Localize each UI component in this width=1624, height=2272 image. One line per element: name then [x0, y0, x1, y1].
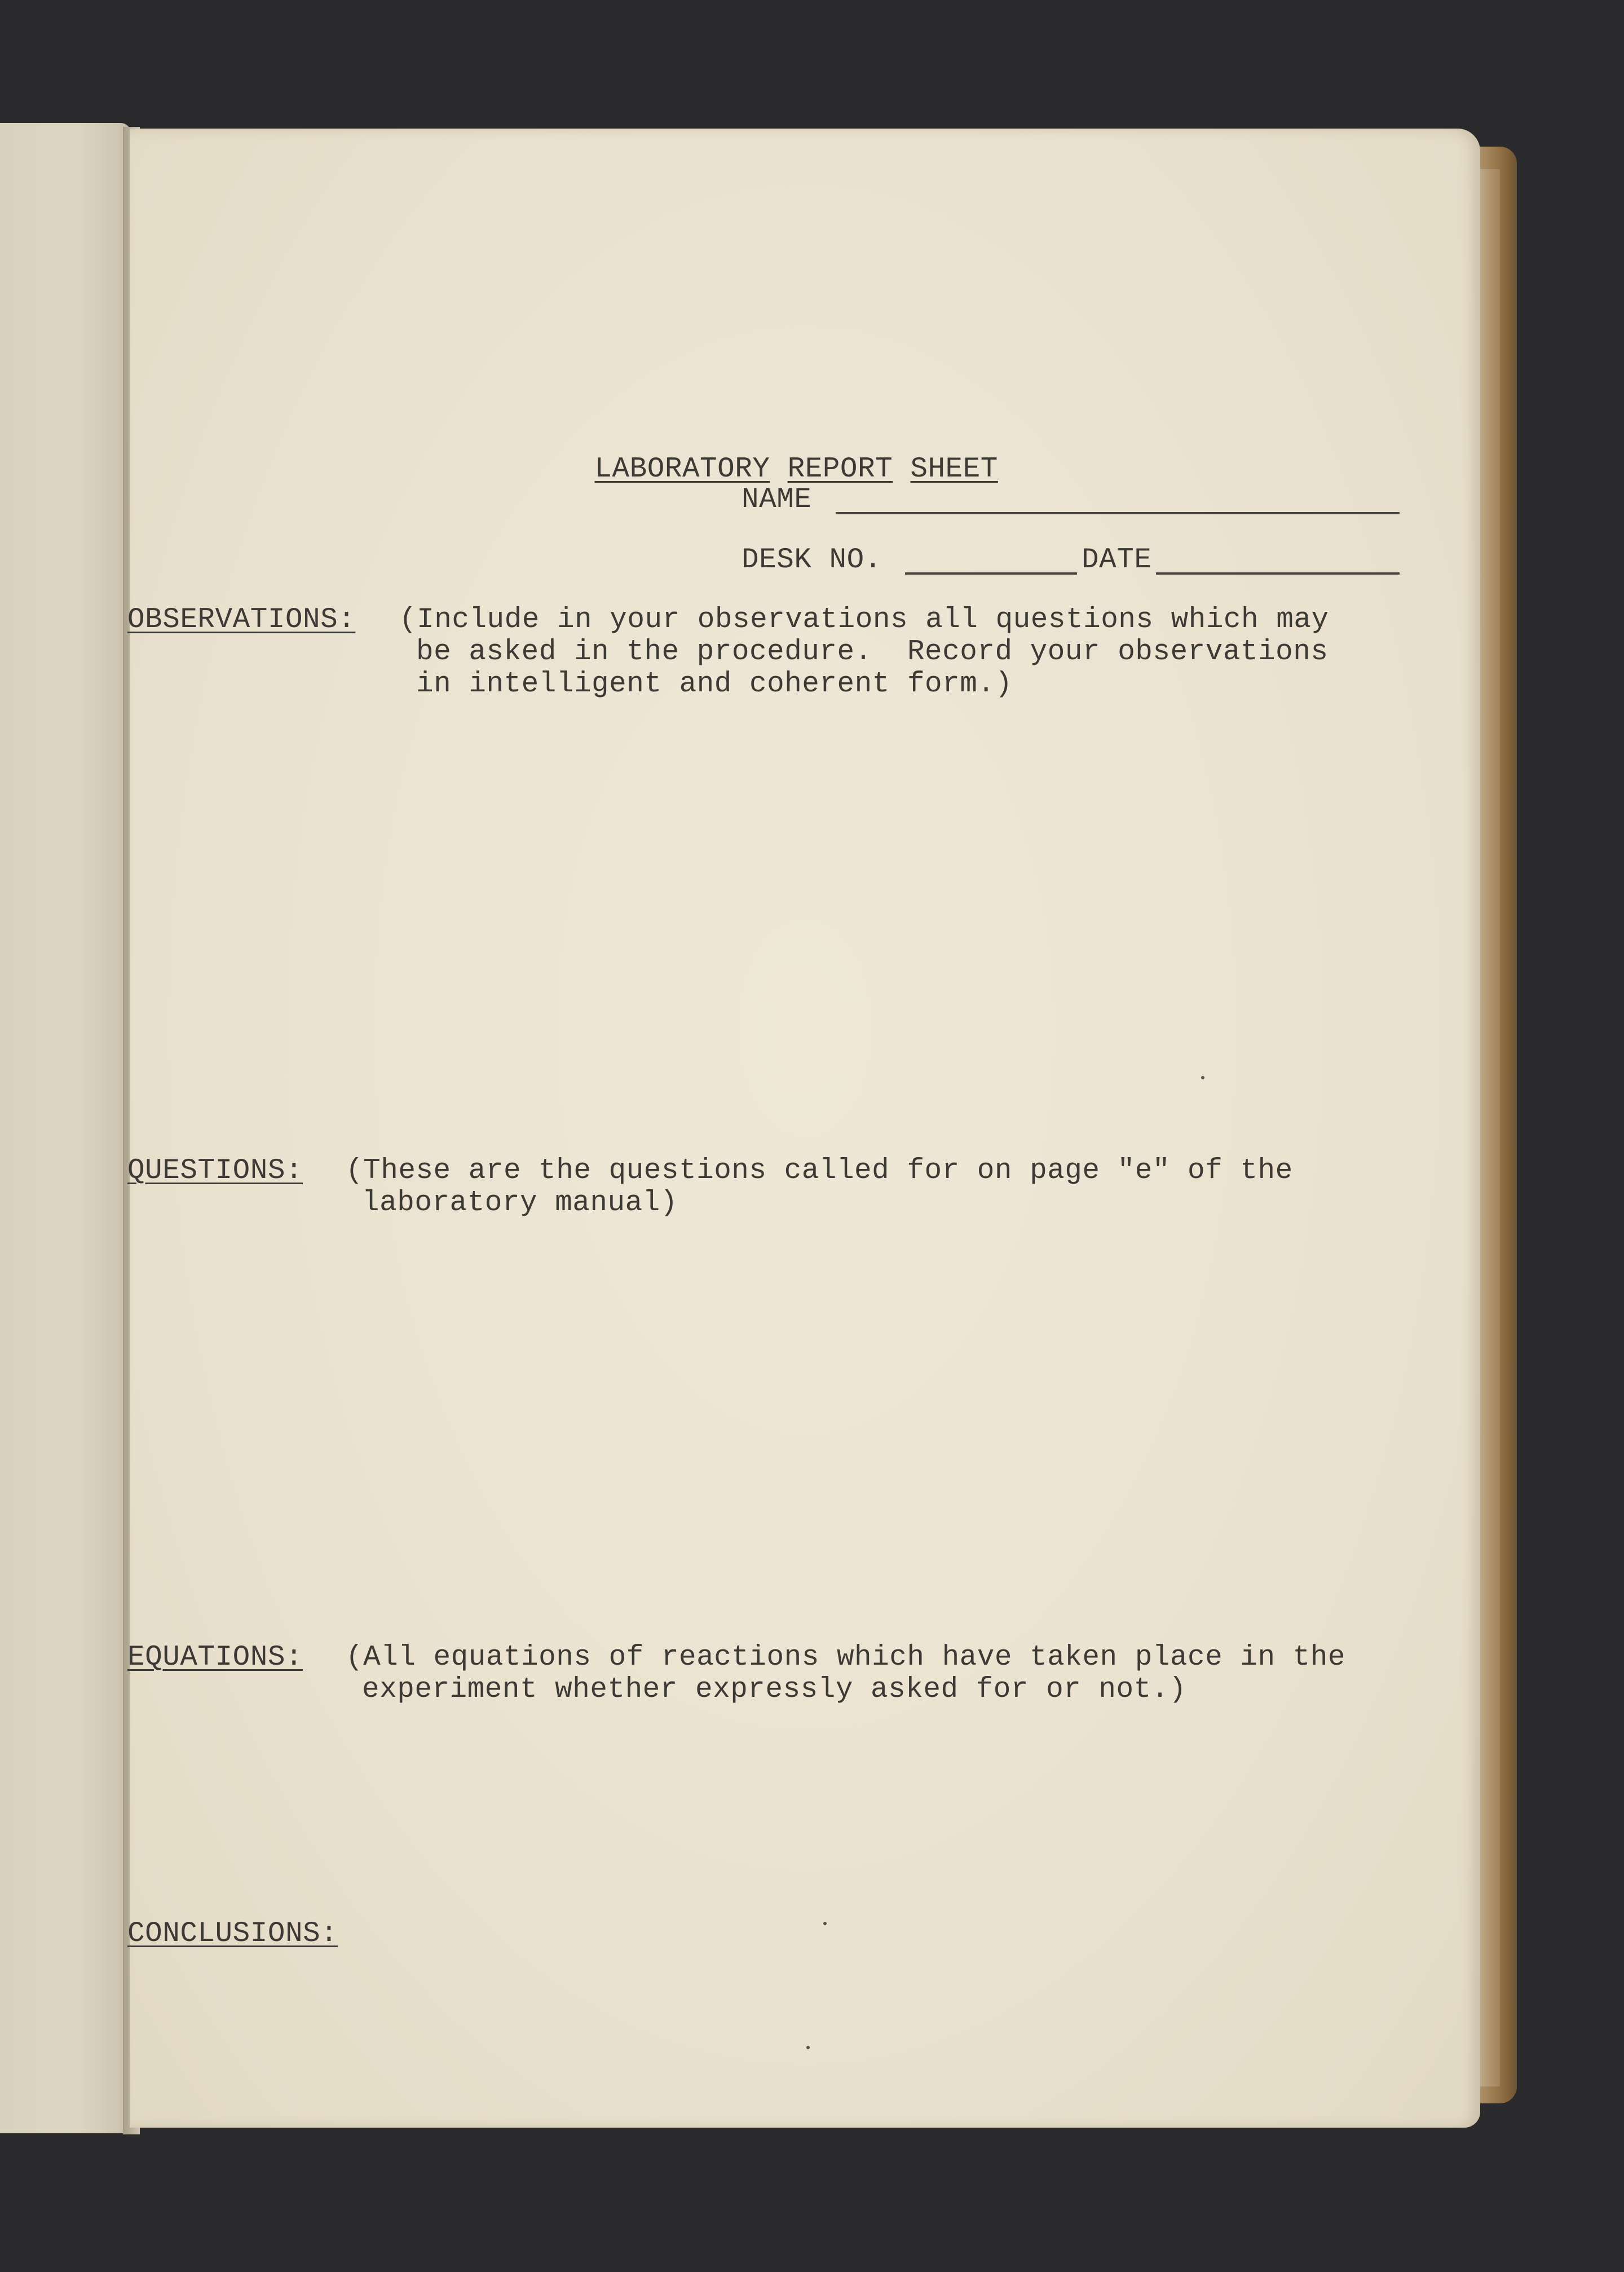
date-field-line[interactable] [1156, 572, 1400, 575]
paper-speck [823, 1922, 827, 1925]
conclusions-heading: CONCLUSIONS: [127, 1918, 338, 1950]
title-word-2: REPORT [787, 453, 893, 486]
observations-instructions-line-2: be asked in the procedure. Record your observations [416, 636, 1329, 668]
paper-speck [806, 2046, 810, 2049]
observations-heading: OBSERVATIONS: [127, 604, 356, 636]
equations-heading: EQUATIONS: [127, 1642, 303, 1674]
equations-instructions-line-1: (All equations of reactions which have taken place in the [346, 1642, 1345, 1674]
page-edges-inner [1477, 169, 1500, 2086]
observations-instructions-line-3: in intelligent and coherent form.) [416, 668, 1013, 700]
report-sheet-page [127, 129, 1480, 2128]
equations-instructions-line-2: experiment whether expressly asked for or not.) [362, 1674, 1186, 1706]
observations-instructions-line-1: (Include in your observations all questions which may [399, 604, 1329, 636]
questions-instructions-line-1: (These are the questions called for on page "e" of the [346, 1155, 1293, 1187]
questions-heading: QUESTIONS: [127, 1155, 303, 1187]
title-word-3: SHEET [910, 453, 998, 486]
desk-number-label: DESK NO. [742, 544, 882, 576]
name-field-line[interactable] [836, 512, 1400, 514]
name-label: NAME [742, 484, 812, 516]
title-word-1: LABORATORY [594, 453, 770, 486]
date-label: DATE [1082, 544, 1152, 576]
paper-speck [1201, 1076, 1204, 1079]
questions-instructions-line-2: laboratory manual) [362, 1187, 678, 1219]
desk-number-field-line[interactable] [905, 572, 1077, 575]
facing-page-left [0, 123, 131, 2133]
